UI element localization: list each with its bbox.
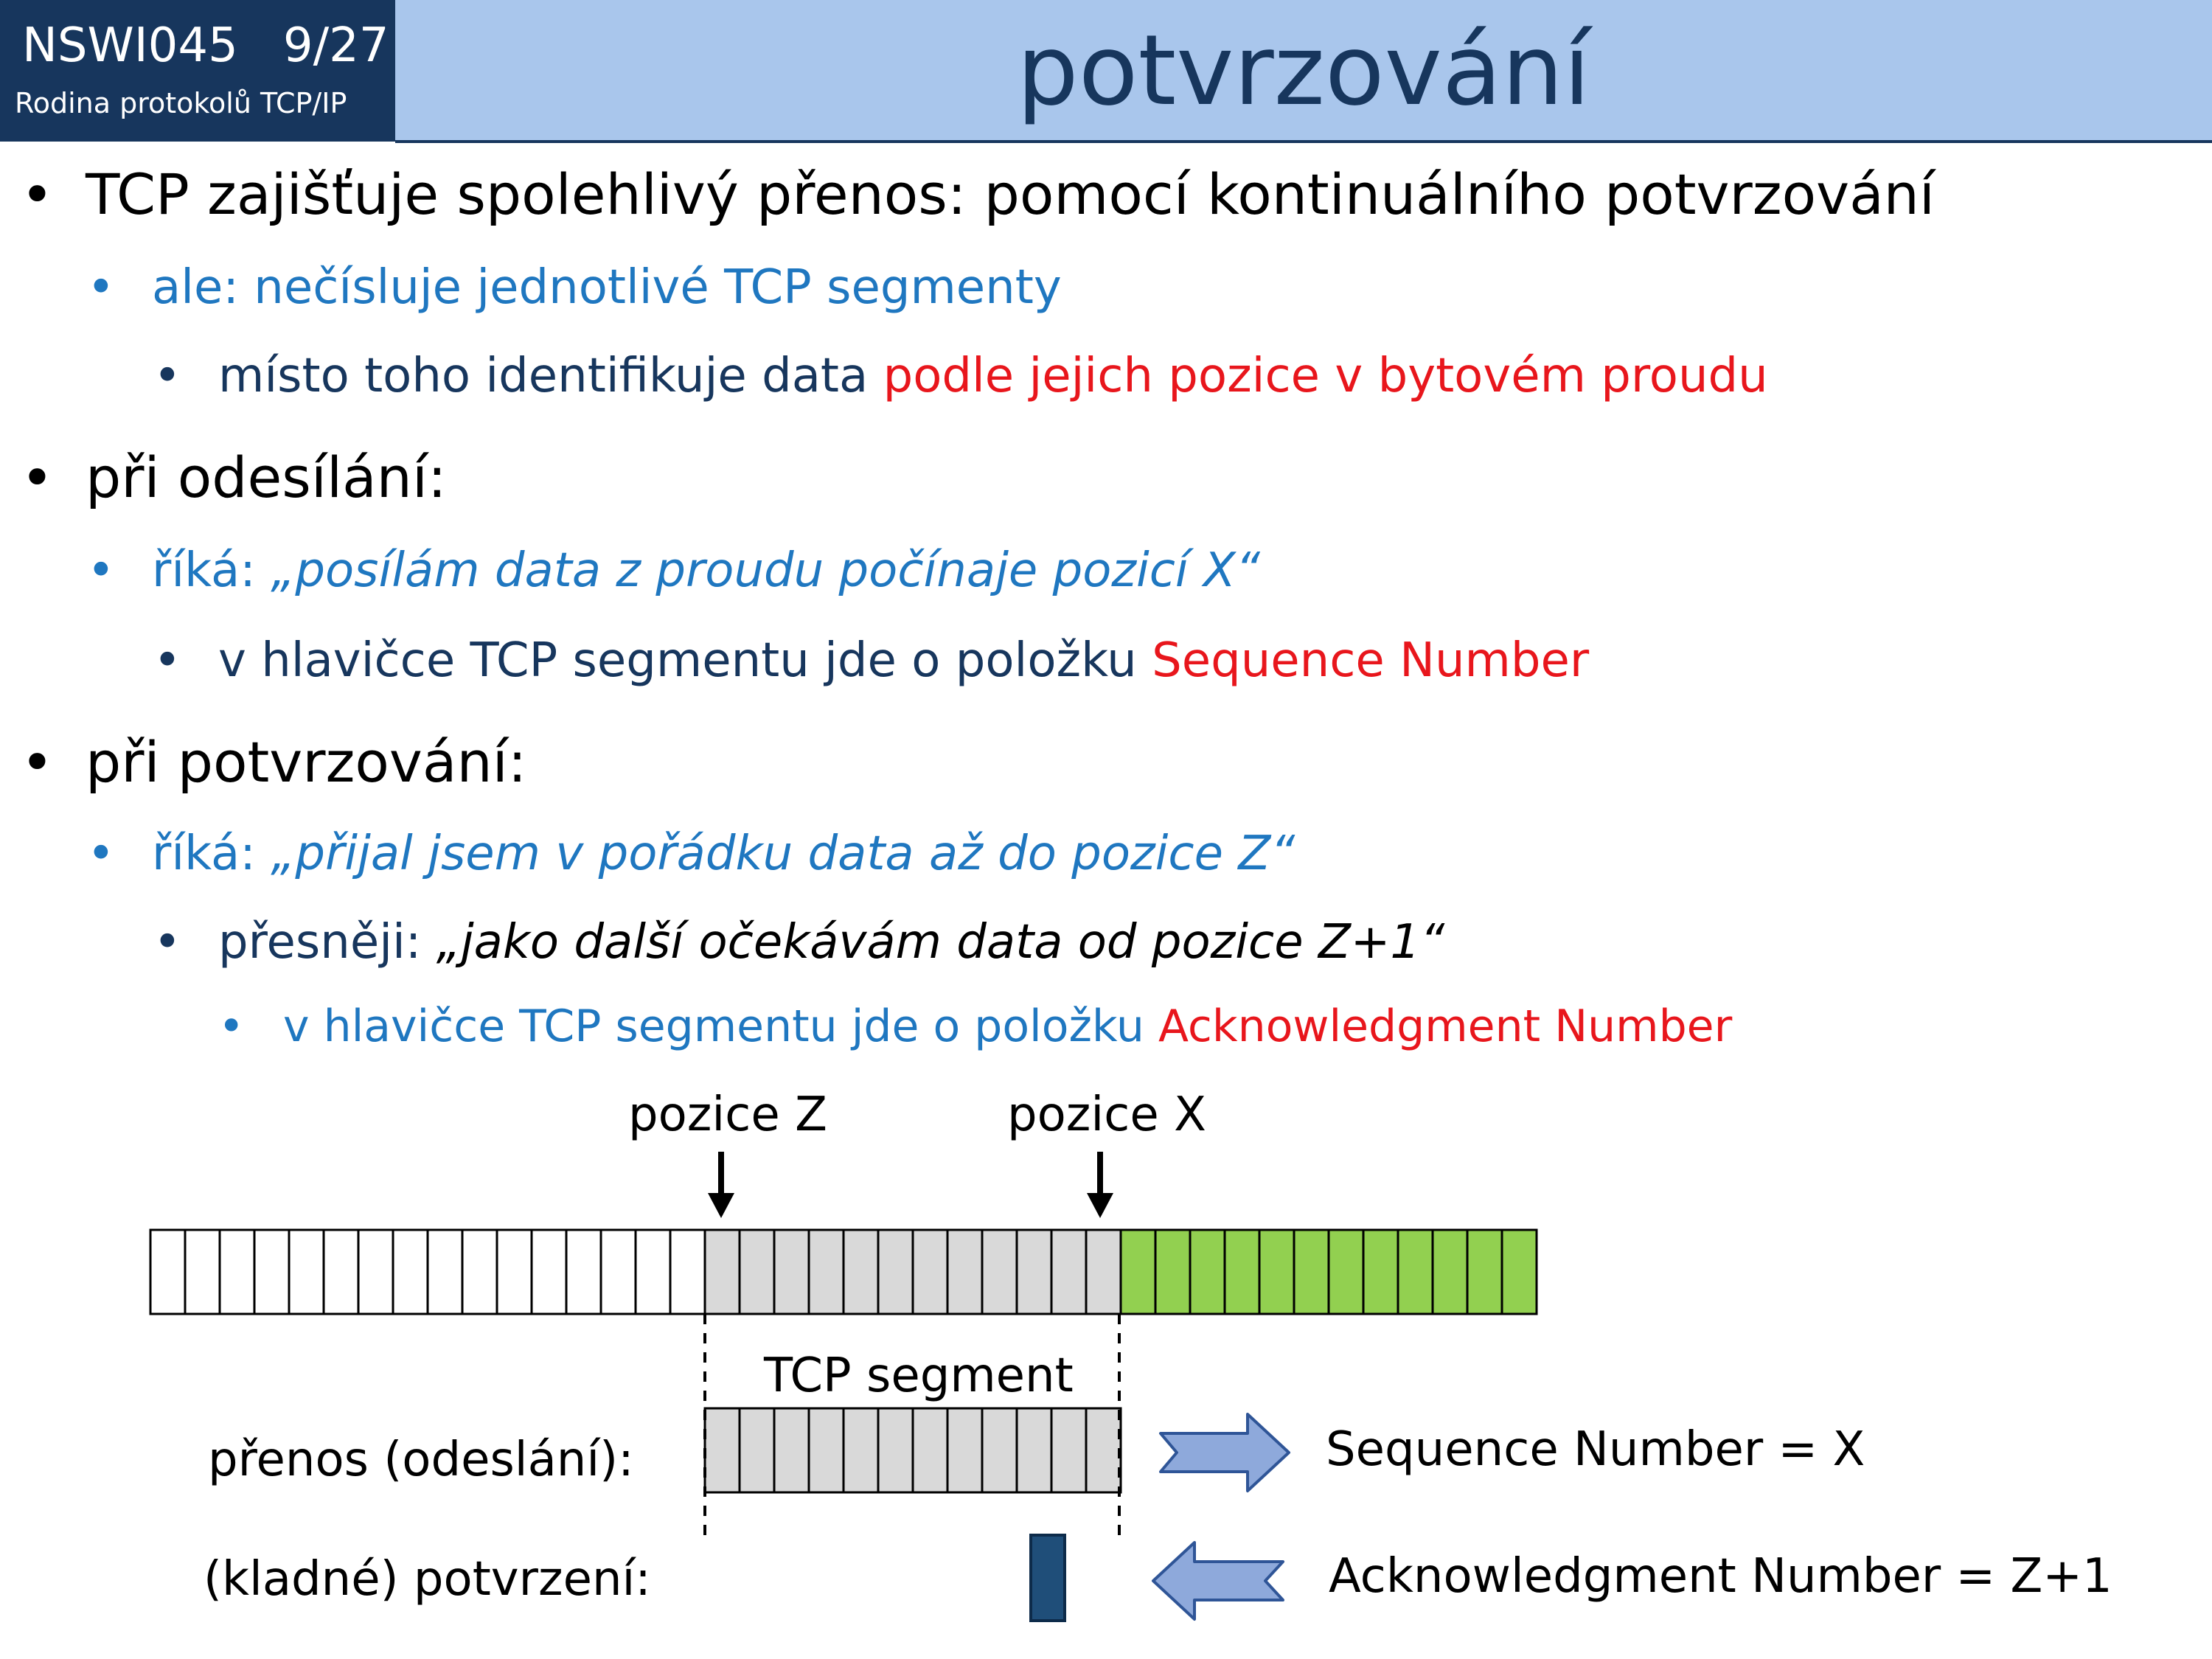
label-ack-number-result: Acknowledgment Number = Z+1 (1329, 1549, 2112, 1604)
bullet-dot-icon: • (87, 260, 115, 315)
segment-cell (1051, 1408, 1086, 1492)
stream-cell-segment (1051, 1230, 1086, 1314)
stream-cell-acknowledged (532, 1230, 566, 1314)
bullet-more-precisely: • přesněji: „jako další očekávám data od pozice Z+1“ (153, 910, 1444, 975)
course-code: NSWI045 9/27 (22, 18, 389, 73)
stream-cell-segment (740, 1230, 774, 1314)
stream-cell-acknowledged (289, 1230, 324, 1314)
stream-cell-acknowledged (462, 1230, 497, 1314)
segment-cell (844, 1408, 878, 1492)
stream-cell-acknowledged (428, 1230, 462, 1314)
stream-cell-segment (913, 1230, 947, 1314)
stream-cell-segment (1017, 1230, 1051, 1314)
stream-cell-acknowledged (636, 1230, 670, 1314)
stream-cell-pending (1329, 1230, 1363, 1314)
bullet-dot-icon: • (87, 543, 115, 598)
stream-cell-pending (1155, 1230, 1190, 1314)
stream-cell-pending (1121, 1230, 1155, 1314)
label-position-z: pozice Z (628, 1088, 827, 1142)
label-position-x: pozice X (1007, 1088, 1206, 1142)
segment-cell (947, 1408, 982, 1492)
stream-cell-acknowledged (220, 1230, 254, 1314)
stream-cell-pending (1467, 1230, 1502, 1314)
stream-cell-acknowledged (393, 1230, 428, 1314)
slide-title: potvrzování (1016, 14, 1591, 128)
ack-block (1031, 1535, 1065, 1621)
segment-cell (1086, 1408, 1121, 1492)
segment-cell (982, 1408, 1017, 1492)
bullet-sending: • při odesílání: (21, 441, 447, 515)
stream-cell-pending (1190, 1230, 1225, 1314)
bullet-dot-icon: • (218, 1001, 245, 1052)
segment-cell (878, 1408, 913, 1492)
bullet-dot-icon: • (153, 915, 181, 970)
stream-cell-segment (1086, 1230, 1121, 1314)
stream-cell-acknowledged (670, 1230, 705, 1314)
bullet-ack-number: • v hlavičce TCP segmentu jde o položku Acknowledgment Number (218, 997, 1732, 1056)
down-arrow-icon (708, 1152, 734, 1218)
stream-cell-pending (1433, 1230, 1467, 1314)
stream-cell-acknowledged (324, 1230, 358, 1314)
course-subtitle: Rodina protokolů TCP/IP (15, 87, 347, 119)
segment-cell (913, 1408, 947, 1492)
stream-cell-pending (1363, 1230, 1398, 1314)
bullet-ack-says: • říká: „přijal jsem v pořádku data až do pozice Z“ (87, 821, 1295, 886)
label-tcp-segment: TCP segment (764, 1349, 1074, 1403)
bullet-dot-icon: • (21, 445, 54, 510)
segment-cell (705, 1408, 740, 1492)
segment-cell (1017, 1408, 1051, 1492)
bullet-sending-says: • říká: „posílám data z proudu počínaje pozicí X“ (87, 538, 1260, 603)
down-arrow-icon (1087, 1152, 1113, 1218)
stream-cell-acknowledged (566, 1230, 601, 1314)
bullet-dot-icon: • (153, 633, 181, 688)
right-arrow-icon (1161, 1414, 1289, 1491)
segment-cell (809, 1408, 844, 1492)
stream-cell-segment (878, 1230, 913, 1314)
stream-cell-pending (1259, 1230, 1294, 1314)
stream-cell-pending (1398, 1230, 1433, 1314)
segment-cell (740, 1408, 774, 1492)
stream-cell-segment (844, 1230, 878, 1314)
bullet-dot-icon: • (21, 161, 54, 227)
stream-cell-acknowledged (358, 1230, 393, 1314)
left-arrow-icon (1153, 1543, 1283, 1619)
bullet-dot-icon: • (153, 349, 181, 403)
byte-stream (150, 1230, 1537, 1314)
label-acknowledgment: (kladné) potvrzení: (204, 1552, 651, 1607)
bullet-tcp-reliable: • TCP zajišťuje spolehlivý přenos: pomocí kontinuálního potvrzování (21, 158, 1935, 232)
stream-cell-segment (982, 1230, 1017, 1314)
stream-cell-acknowledged (254, 1230, 289, 1314)
stream-cell-segment (705, 1230, 740, 1314)
stream-cell-segment (947, 1230, 982, 1314)
bullet-dot-icon: • (87, 827, 115, 881)
stream-cell-segment (774, 1230, 809, 1314)
label-transfer: přenos (odeslání): (208, 1433, 634, 1487)
stream-cell-acknowledged (601, 1230, 636, 1314)
stream-cell-pending (1225, 1230, 1259, 1314)
bullet-dot-icon: • (21, 729, 54, 795)
bullet-acknowledging: • při potvrzování: (21, 726, 526, 799)
bullet-position-in-stream: • místo toho identifikuje data podle jejich pozice v bytovém proudu (153, 344, 1768, 408)
stream-cell-pending (1502, 1230, 1537, 1314)
bullet-no-segment-numbers: • ale: nečísluje jednotlivé TCP segmenty (87, 255, 1062, 320)
stream-cell-pending (1294, 1230, 1329, 1314)
stream-cell-segment (809, 1230, 844, 1314)
stream-cell-acknowledged (150, 1230, 185, 1314)
segment-cell (774, 1408, 809, 1492)
bullet-sequence-number: • v hlavičce TCP segmentu jde o položku Sequence Number (153, 628, 1589, 693)
tcp-segment-copy (705, 1408, 1121, 1492)
stream-cell-acknowledged (185, 1230, 220, 1314)
label-sequence-number-result: Sequence Number = X (1326, 1422, 1865, 1477)
stream-cell-acknowledged (497, 1230, 532, 1314)
